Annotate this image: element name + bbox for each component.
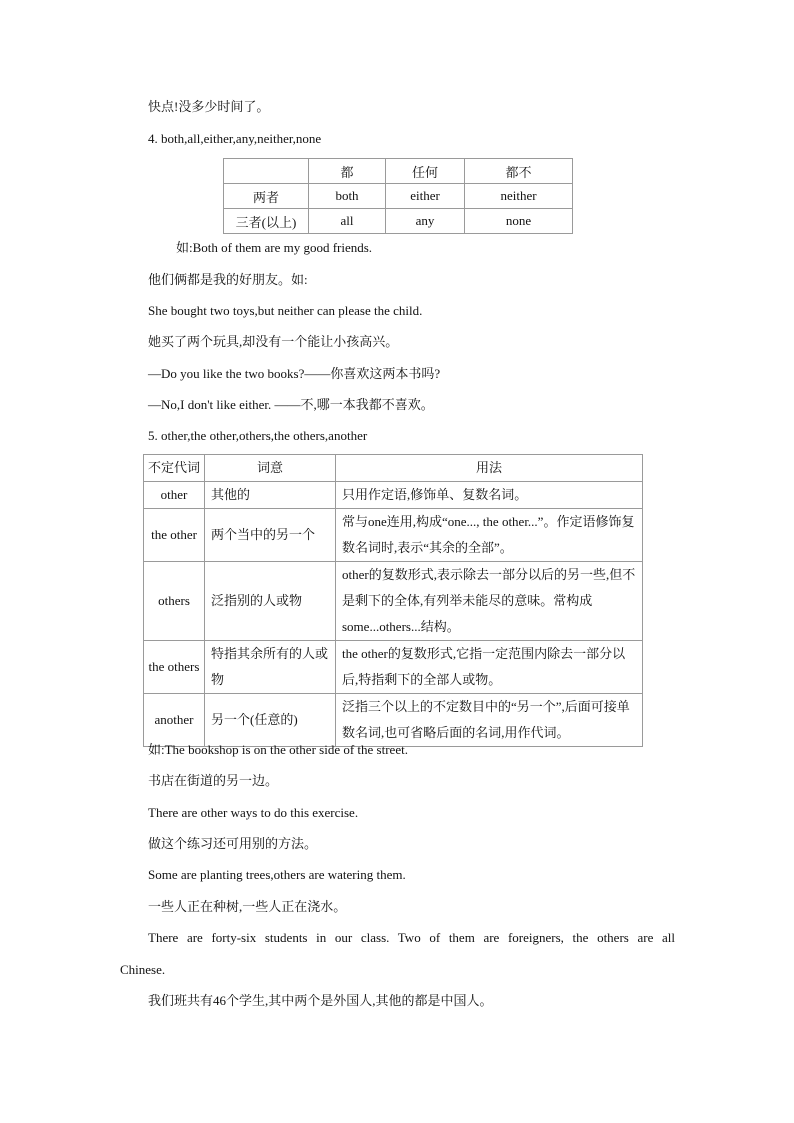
table-cell: another <box>144 694 205 747</box>
table-cell: others <box>144 562 205 641</box>
example-translation: 书店在街道的另一边。 <box>148 773 279 788</box>
table-cell: 都不 <box>465 159 573 184</box>
table-row <box>144 509 643 562</box>
table-cell: 不定代词 <box>144 455 205 482</box>
table-cell: any <box>386 209 465 234</box>
table-cell: 任何 <box>386 159 465 184</box>
table-cell: 两者 <box>224 184 309 209</box>
table-row <box>224 209 573 234</box>
example-sentence: She bought two toys,but neither can please the child. <box>148 303 423 318</box>
example-sentence: There are forty-six students in our class. Two of them are foreigners, the others are all <box>148 930 675 945</box>
example-sentence: 如:The bookshop is on the other side of the street. <box>148 742 408 757</box>
table-cell: the other的复数形式,它指一定范围内除去一部分以后,特指剩下的全部人或物。 <box>336 641 643 694</box>
example-sentence-continued: Chinese. <box>120 962 166 977</box>
example-sentence: There are other ways to do this exercise. <box>148 805 359 820</box>
table-cell: 其他的 <box>205 482 336 509</box>
table-row <box>224 184 573 209</box>
table-cell: all <box>309 209 386 234</box>
dialogue-line: —No,I don't like either. ——不,哪一本我都不喜欢。 <box>148 397 434 412</box>
table-row <box>144 562 643 641</box>
table-cell: either <box>386 184 465 209</box>
example-sentence: Some are planting trees,others are watering them. <box>148 867 406 882</box>
table-cell: 词意 <box>205 455 336 482</box>
example-translation: 她买了两个玩具,却没有一个能让小孩高兴。 <box>148 334 399 349</box>
table-cell: other的复数形式,表示除去一部分以后的另一些,但不是剩下的全体,有列举未能尽的意味。常构成some...others...结构。 <box>336 562 643 641</box>
text-line: 快点!没多少时间了。 <box>148 99 270 114</box>
table-cell: 三者(以上) <box>224 209 309 234</box>
table-row <box>144 641 643 694</box>
table-row <box>144 694 643 747</box>
dialogue-line: —Do you like the two books?——你喜欢这两本书吗? <box>148 366 441 381</box>
example-translation: 他们俩都是我的好朋友。如: <box>148 272 308 287</box>
table-cell: 只用作定语,修饰单、复数名词。 <box>336 482 643 509</box>
table-cell: the others <box>144 641 205 694</box>
table-header-row <box>224 159 573 184</box>
table-cell: 特指其余所有的人或物 <box>205 641 336 694</box>
example-sentence: 如:Both of them are my good friends. <box>176 240 373 255</box>
section-heading-4: 4. both,all,either,any,neither,none <box>148 131 322 146</box>
table-row <box>144 482 643 509</box>
table-both-all-either <box>223 158 573 234</box>
table-cell: other <box>144 482 205 509</box>
table-cell: 用法 <box>336 455 643 482</box>
table-cell: 都 <box>309 159 386 184</box>
example-translation: 做这个练习还可用别的方法。 <box>148 836 318 851</box>
table-cell: 另一个(任意的) <box>205 694 336 747</box>
example-translation: 我们班共有46个学生,其中两个是外国人,其他的都是中国人。 <box>148 993 493 1008</box>
table-cell: 泛指三个以上的不定数目中的“另一个”,后面可接单数名词,也可省略后面的名词,用作代词。 <box>336 694 643 747</box>
table-cell: the other <box>144 509 205 562</box>
example-translation: 一些人正在种树,一些人正在浇水。 <box>148 899 347 914</box>
table-cell: neither <box>465 184 573 209</box>
table-cell: 泛指别的人或物 <box>205 562 336 641</box>
table-cell: 常与one连用,构成“one..., the other...”。作定语修饰复数名词时,表示“其余的全部”。 <box>336 509 643 562</box>
table-cell: 两个当中的另一个 <box>205 509 336 562</box>
table-header-row <box>144 455 643 482</box>
table-cell: both <box>309 184 386 209</box>
section-heading-5: 5. other,the other,others,the others,another <box>148 428 368 443</box>
table-other-others <box>143 454 643 747</box>
table-cell <box>224 159 309 184</box>
table-cell: none <box>465 209 573 234</box>
